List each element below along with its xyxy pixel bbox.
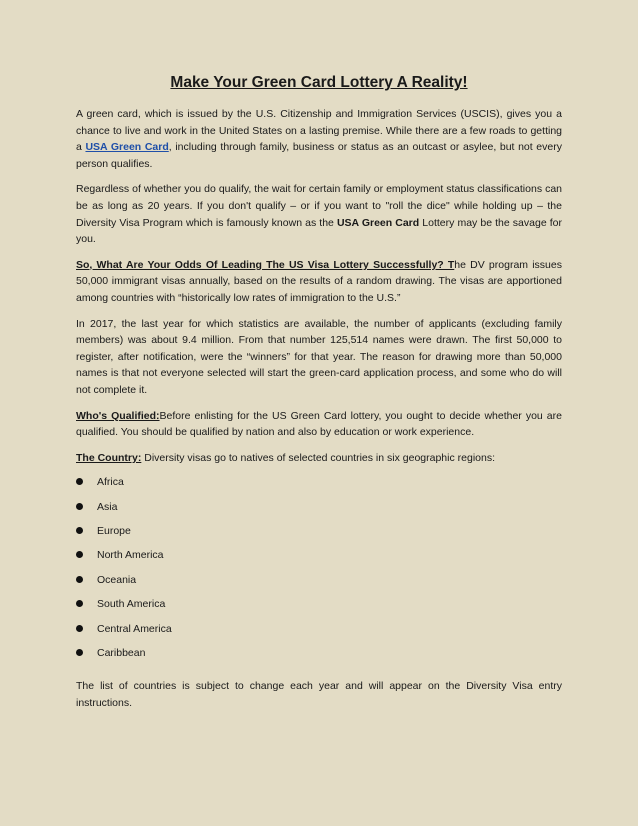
bullet-icon — [76, 551, 83, 558]
paragraph-wait-times — [76, 181, 562, 247]
paragraph-text: he DV program issues 50,000 immigrant visas annually, based on the results of a random drawing. The visas are apportioned among countries with “historically low rates of immigration to the U.S.” — [76, 258, 562, 304]
list-item — [76, 500, 562, 524]
paragraph-list-note — [76, 678, 562, 711]
region-label: North America — [97, 549, 164, 562]
bullet-icon — [76, 527, 83, 534]
paragraph-odds — [76, 257, 562, 307]
section-heading-odds: So, What Are Your Odds Of Leading The US Visa Lottery Successfully? T — [76, 258, 455, 271]
paragraph-text: Lottery may be the savage for you. — [76, 216, 562, 246]
list-item — [76, 597, 562, 621]
bullet-icon — [76, 503, 83, 510]
region-label: Central America — [97, 622, 172, 635]
paragraph-text: Before enlisting for the US Green Card lottery, you ought to decide whether you are qualified. You should be qualified by nation and also by education or work experience. — [76, 409, 562, 439]
section-heading-country: The Country: — [76, 451, 142, 464]
paragraph-statistics — [76, 316, 562, 399]
list-item — [76, 622, 562, 646]
document-title: Make Your Green Card Lottery A Reality! — [170, 74, 468, 91]
paragraph-text: In 2017, the last year for which statistics are available, the number of applicants (excluding family members) was about 9.4 million. From that number 125,514 names were drawn. The first 50,000 to register, after notification, were the “winners” for that year. The reason for drawing more than 50,000 names is that not everyone selected will start the green-card application process, and some who do will not complete it. — [76, 317, 562, 396]
regions-list — [76, 475, 562, 670]
list-item — [76, 548, 562, 572]
document-body — [76, 74, 562, 721]
region-label: South America — [97, 598, 166, 611]
list-item — [76, 475, 562, 499]
list-item — [76, 524, 562, 548]
bullet-icon — [76, 625, 83, 632]
bullet-icon — [76, 649, 83, 656]
bullet-icon — [76, 576, 83, 583]
paragraph-text: Regardless of whether you do qualify, the wait for certain family or employment status classifications can be as long as 20 years. If you don't qualify – or if you want to "roll the dice" while holding up – the Diversity Visa Program which is famously known as the — [76, 183, 562, 229]
paragraph-text: A green card, which is issued by the U.S. Citizenship and Immigration Services (USCIS), gives you a chance to live and work in the United States on a lasting premise. While there are a few roads to getting a — [76, 108, 562, 154]
paragraph-qualified — [76, 408, 562, 441]
section-heading-qualified: Who's Qualified: — [76, 409, 160, 422]
region-label: Africa — [97, 476, 124, 489]
region-label: Europe — [97, 525, 131, 538]
bullet-icon — [76, 600, 83, 607]
region-label: Oceania — [97, 573, 137, 586]
paragraph-text: The list of countries is subject to change each year and will appear on the Diversity Visa entry instructions. — [76, 680, 562, 709]
paragraph-text: Diversity visas go to natives of selected countries in six geographic regions: — [141, 451, 496, 464]
paragraph-country — [76, 450, 562, 467]
list-item — [76, 573, 562, 597]
bullet-icon — [76, 478, 83, 485]
list-item — [76, 646, 562, 670]
paragraph-text: , including through family, business or status as an outcast or asylee, but not every person qualifies. — [76, 141, 562, 170]
region-label: Asia — [97, 500, 118, 513]
region-label: Caribbean — [97, 647, 146, 660]
bold-term: USA Green Card — [336, 216, 420, 229]
usa-green-card-link[interactable]: USA Green Card — [85, 141, 169, 154]
paragraph-intro — [76, 106, 562, 172]
